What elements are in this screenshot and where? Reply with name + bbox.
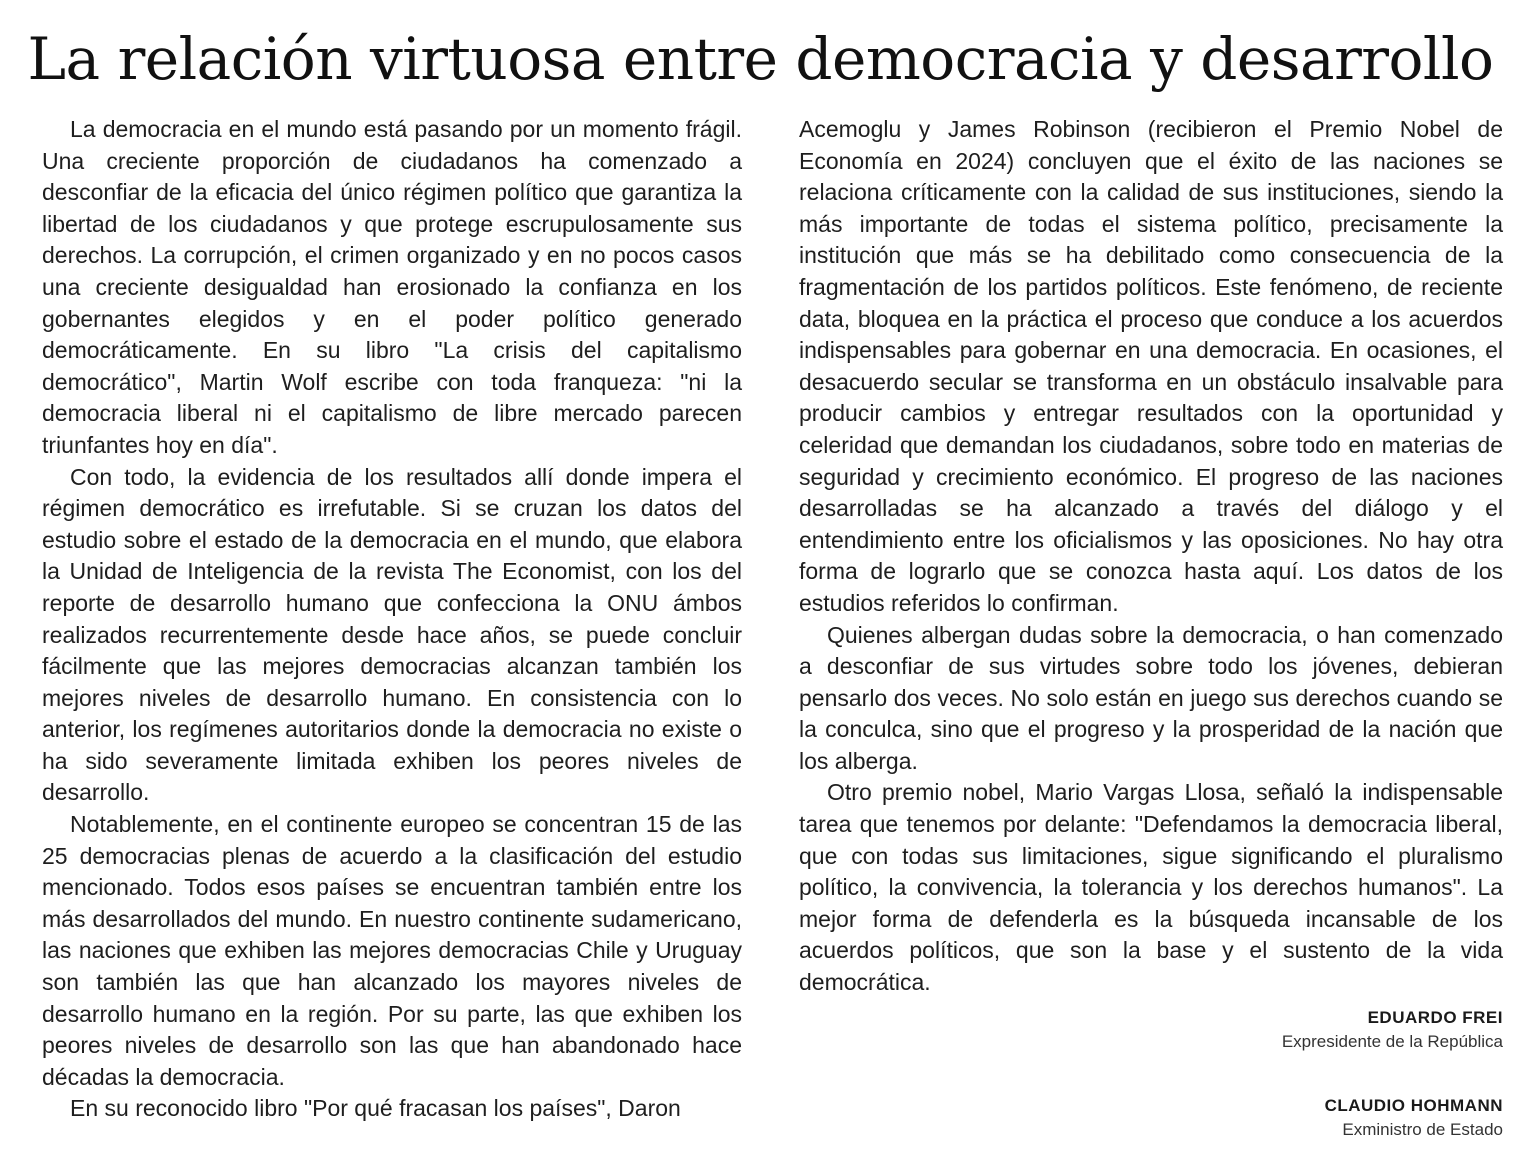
article-column-right <box>799 114 1503 999</box>
article-paragraph: Notablemente, en el continente europeo se concentran 15 de las 25 democracias plenas de acuerdo a la clasificación del estudio mencionado. Todos esos países se encuentran también entre los más desarrollados del mundo. En nuestro continente sudamericano, las naciones que exhiben las mejores democracias Chile y Uruguay son también las que han alcanzado los mayores niveles de desarrollo humano en la región. Por su parte, las que exhiben los peores niveles de desarrollo son las que han abandonado hace décadas la democracia. <box>42 811 742 1090</box>
article-paragraph: Con todo, la evidencia de los resultados allí donde impera el régimen democrático es irrefutable. Si se cruzan los datos del estudio sobre el estado de la democracia en el mundo, que elabora la Unidad de Inteligencia de la revista The Economist, con los del reporte de desarrollo humano que confecciona la ONU ámbos realizados recurrentemente desde hace años, se puede concluir fácilmente que las mejores democracias alcanzan también los mejores niveles de desarrollo humano. En consistencia con lo anterior, los regímenes autoritarios donde la democracia no existe o ha sido severamente limitada exhiben los peores niveles de desarrollo. <box>42 463 742 806</box>
article-headline: La relación virtuosa entre democracia y desarrollo <box>27 25 1494 93</box>
article-paragraph: Quienes albergan dudas sobre la democracia, o han comenzado a desconfiar de sus virtudes sobre todo los jóvenes, debieran pensarlo dos veces. No solo están en juego sus derechos cuando se la conculca, sino que el progreso y la prosperidad de la nación que los alberga. <box>799 621 1503 774</box>
author-signature <box>1003 1094 1503 1142</box>
author-role: Exministro de Estado <box>1342 1120 1503 1139</box>
article-paragraph: La democracia en el mundo está pasando por un momento frágil. Una creciente proporción de ciudadanos ha comenzado a desconfiar de la eficacia del único régimen político que garantiza la libertad de los ciudadanos y que protege escrupulosamente sus derechos. La corrupción, el crimen organizado y en no pocos casos una creciente desigualdad han erosionado la confianza en los gobernantes elegidos y en el poder político generado democráticamente. En su libro "La crisis del capitalismo democrático", Martin Wolf escribe con toda franqueza: "ni la democracia liberal ni el capitalismo de libre mercado parecen triunfantes hoy en día". <box>42 116 742 458</box>
article-paragraph: Otro premio nobel, Mario Vargas Llosa, señaló la indispensable tarea que tenemos por delante: "Defendamos la democracia liberal, que con todas sus limitaciones, sigue significando el pluralismo político, la convivencia, la tolerancia y los derechos humanos". La mejor forma de defenderla es la búsqueda incansable de los acuerdos políticos, que son la base y el sustento de la vida democrática. <box>799 779 1503 996</box>
article-column-left <box>42 114 742 1125</box>
author-signature <box>1003 1006 1503 1054</box>
article-paragraph-continued: Acemoglu y James Robinson (recibieron el Premio Nobel de Economía en 2024) concluyen que el éxito de las naciones se relaciona críticamente con la calidad de sus instituciones, siendo la más importante de todas el sistema político, precisamente la institución que más se ha debilitado como consecuencia de la fragmentación de los partidos políticos. Este fenómeno, de reciente data, bloquea en la práctica el proceso que conduce a los acuerdos indispensables para gobernar en una democracia. En ocasiones, el desacuerdo secular se transforma en un obstáculo insalvable para producir cambios y entregar resultados con la oportunidad y celeridad que demandan los ciudadanos, sobre todo en materias de seguridad y crecimiento económico. El progreso de las naciones desarrolladas se ha alcanzado a través del diálogo y el entendimiento entre los oficialismos y las oposiciones. No hay otra forma de lograrlo que se conozca hasta aquí. Los datos de los estudios referidos lo confirman. <box>799 116 1503 616</box>
article-paragraph: En su reconocido libro "Por qué fracasan los países", Daron <box>70 1095 681 1122</box>
author-role: Expresidente de la República <box>1281 1032 1503 1051</box>
author-name: EDUARDO FREI <box>1367 1008 1503 1027</box>
author-signatures <box>1003 1006 1503 1142</box>
author-name: CLAUDIO HOHMANN <box>1324 1096 1503 1115</box>
